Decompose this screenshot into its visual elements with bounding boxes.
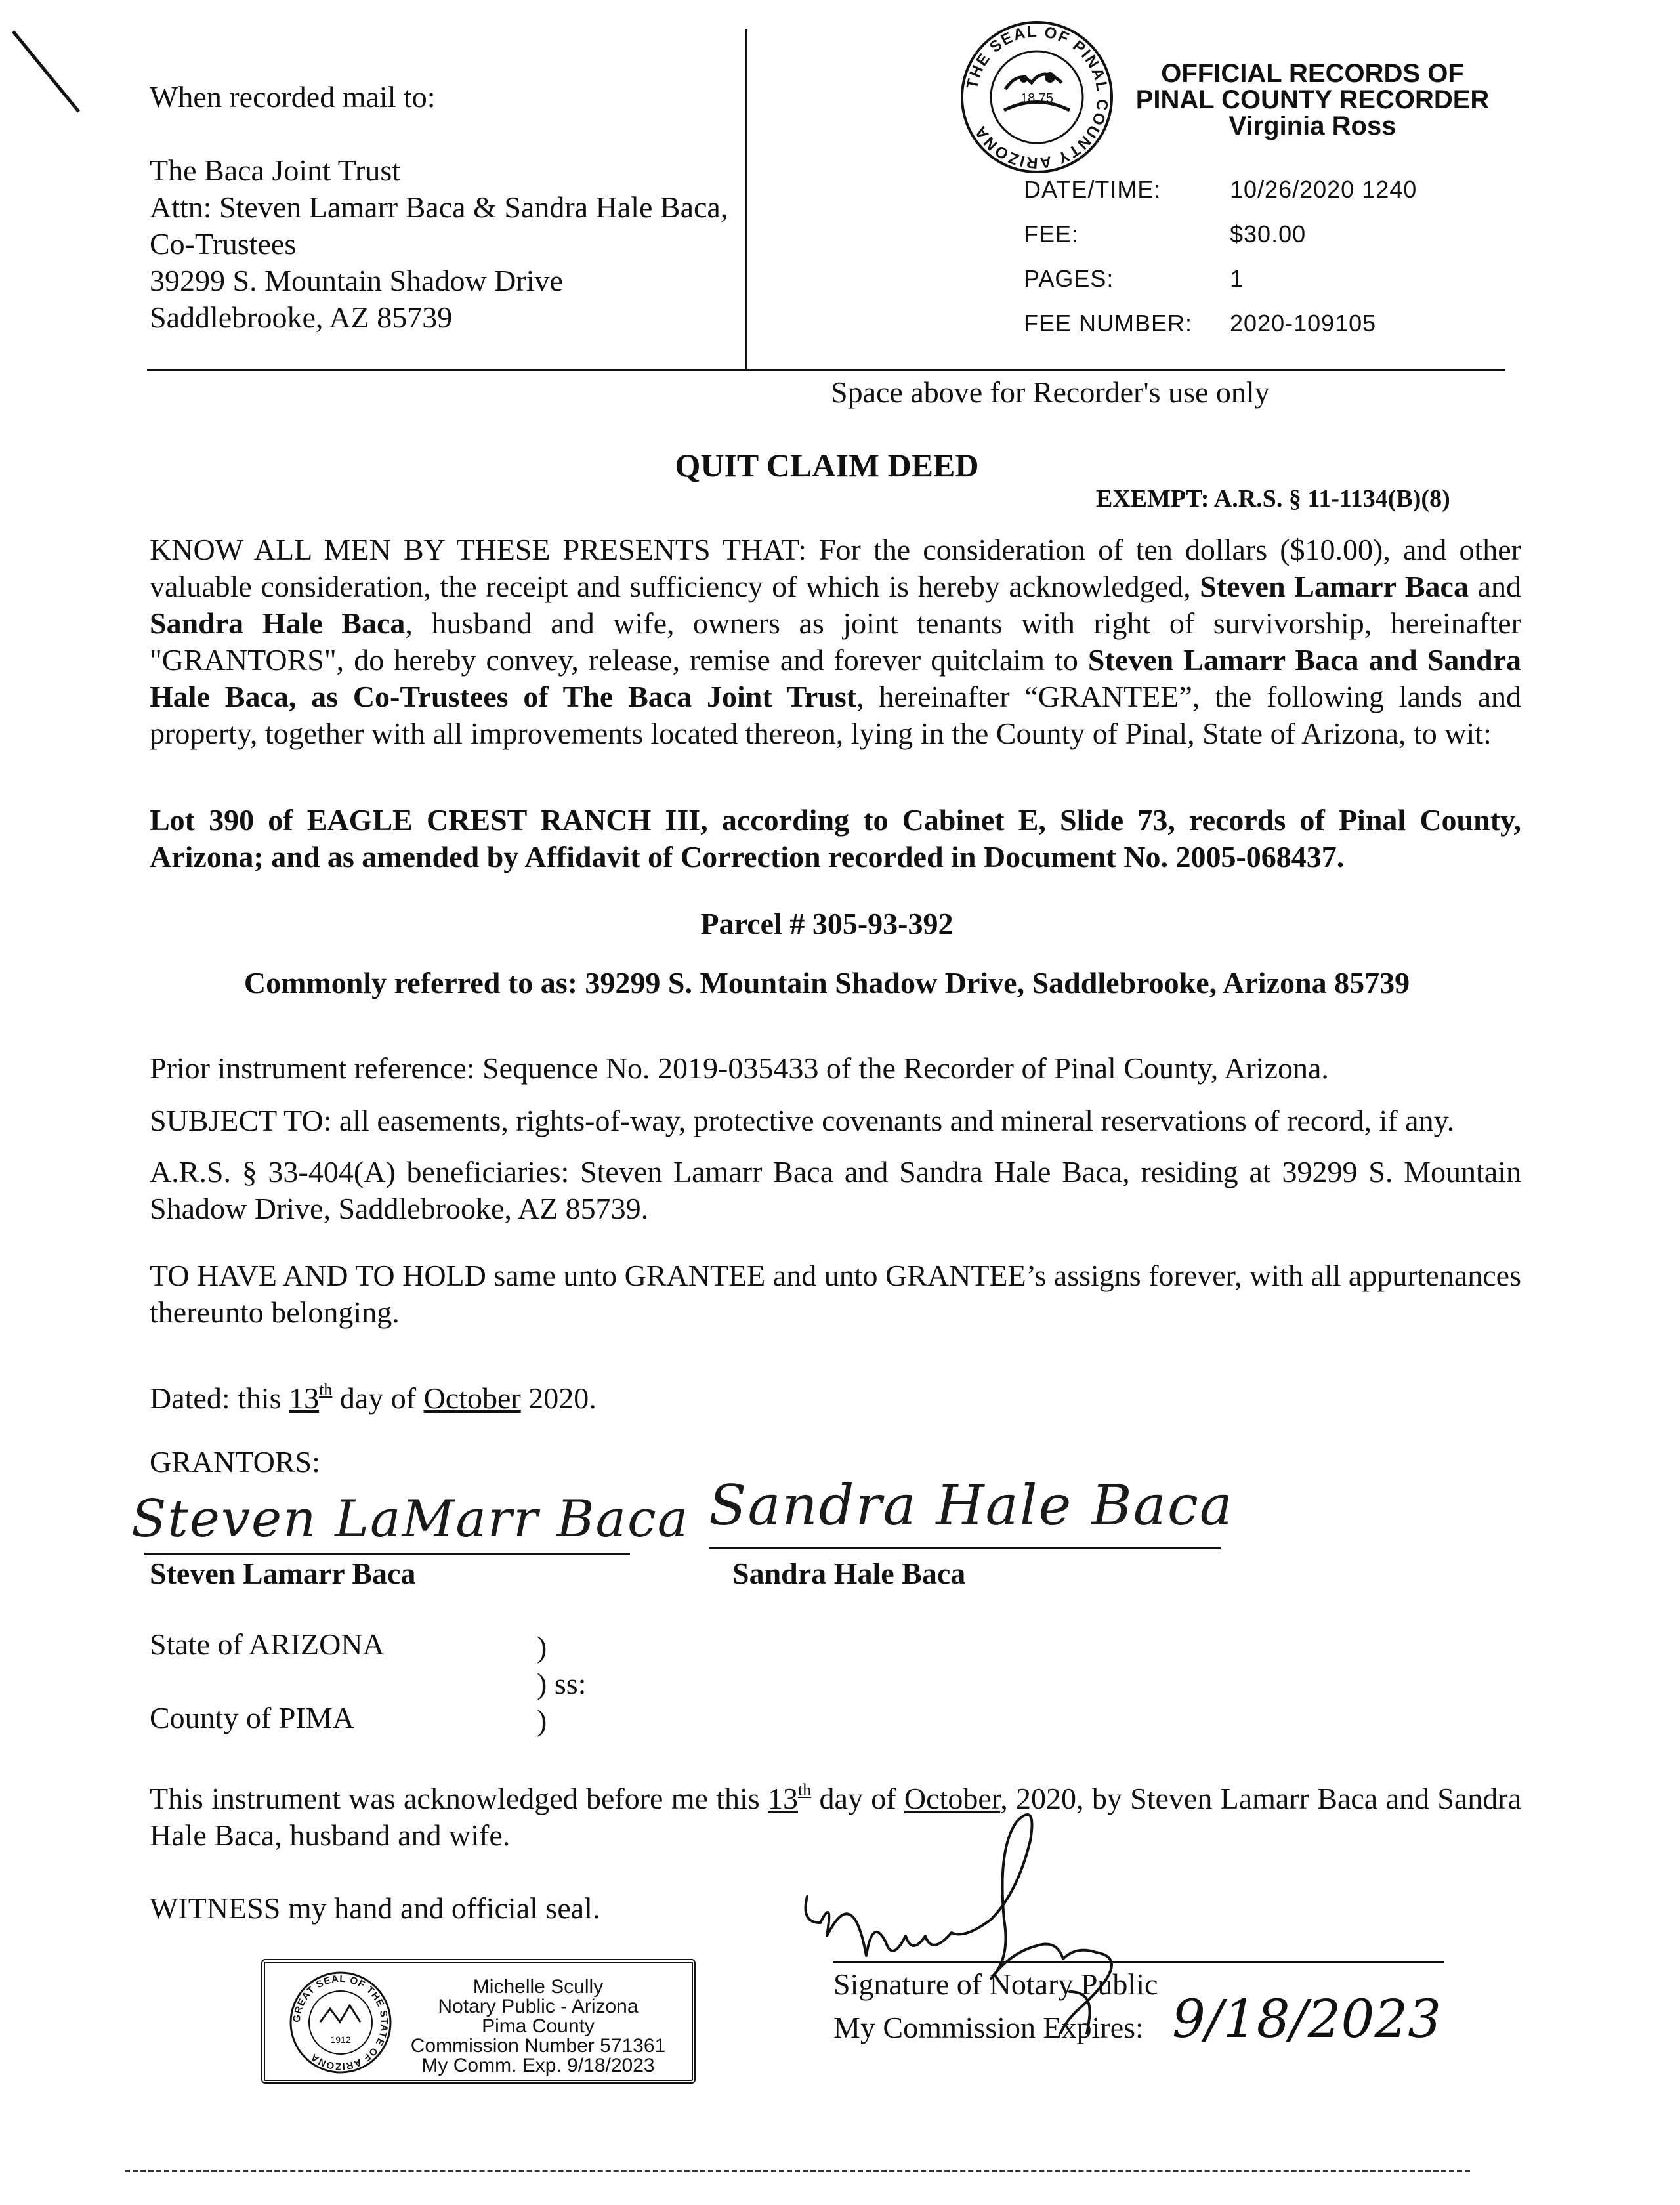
mail-line: Saddlebrooke, AZ 85739	[150, 301, 453, 334]
commission-expires-date: 9/18/2023	[1172, 1988, 1442, 2049]
recorder-field-label: DATE/TIME:	[1024, 176, 1162, 203]
witness-line: WITNESS my hand and official seal.	[150, 1891, 600, 1925]
svg-text:1912: 1912	[330, 2034, 351, 2045]
mail-line: The Baca Joint Trust	[150, 154, 401, 187]
notary-county: Pima County	[482, 2015, 595, 2037]
ack-text: , 2020, by Steven Lamarr Baca and Sandra Hale Baca, husband and wife.	[150, 1782, 1521, 1852]
recorder-title-line1: OFFICIAL RECORDS OF	[1161, 59, 1464, 88]
svg-text:18 75: 18 75	[1020, 91, 1054, 106]
conveyance-text: , husband and wife, owners as joint tenants with right of survivorship, hereinafter "GRANTORS", do hereby convey, release, remise and forever quitclaim to	[150, 606, 1521, 677]
svg-text:THE SEAL OF PINAL COUNTY ARIZO: THE SEAL OF PINAL COUNTY ARIZONA	[963, 22, 1112, 172]
notary-signature-line	[833, 1961, 1444, 1963]
header-bottom-rule	[147, 369, 1505, 371]
conveyance-paragraph	[150, 532, 1521, 752]
recorder-field-value: 2020-109105	[1230, 310, 1377, 337]
arizona-state-seal	[287, 1969, 394, 2076]
ack-text: day of	[811, 1782, 904, 1815]
mail-line: Attn: Steven Lamarr Baca & Sandra Hale Baca,	[150, 190, 728, 224]
footer-dashed-rule	[125, 2170, 1470, 2172]
recorder-field-label: FEE:	[1024, 220, 1080, 247]
grantor2-signature: Sandra Hale Baca	[709, 1473, 1234, 1538]
prior-instrument: Prior instrument reference: Sequence No. 2019-035433 of the Recorder of Pinal County, Arizona.	[150, 1051, 1329, 1085]
recorder-field-row	[1024, 176, 1483, 220]
venue-county: County of PIMA	[150, 1701, 354, 1734]
venue-state: State of ARIZONA	[150, 1628, 385, 1661]
beneficiaries: A.R.S. § 33-404(A) beneficiaries: Steven Lamarr Baca and Sandra Hale Baca, residing at 39299 S. Mountain Shadow Drive, Saddlebrooke, AZ 85739.	[150, 1155, 1521, 1225]
commission-expires-label: My Commission Expires:	[833, 2011, 1144, 2044]
conveyance-text: and	[1468, 570, 1522, 603]
recorder-space-note: Space above for Recorder's use only	[831, 375, 1270, 409]
conveyance-text: KNOW ALL MEN BY THESE PRESENTS THAT: For the consideration of ten dollars ($10.00), and other valuable consideration, the receipt and sufficiency of which is hereby acknowledged,	[150, 533, 1521, 603]
grantee-name: Steven Lamarr Baca and Sandra Hale Baca, as Co-Trustees of The Baca Joint Trust	[150, 643, 1521, 713]
recorder-field-label: FEE NUMBER:	[1024, 310, 1193, 337]
corner-pen-mark	[7, 26, 85, 118]
grantor1-printed-name: Steven Lamarr Baca	[150, 1557, 416, 1590]
venue-bracket: )	[537, 1704, 547, 1737]
mail-line: 39299 S. Mountain Shadow Drive	[150, 264, 563, 297]
mail-line: Co-Trustees	[150, 227, 297, 261]
venue-brackets	[537, 1629, 586, 1739]
recorder-title-line2: PINAL COUNTY RECORDER	[1135, 85, 1490, 114]
header-vertical-divider	[746, 29, 747, 370]
recorder-field-label: PAGES:	[1024, 265, 1114, 292]
dated-line	[150, 1372, 597, 1417]
ack-month: October	[904, 1782, 1001, 1815]
dated-text: Dated: this	[150, 1381, 289, 1415]
ack-day-suffix: th	[798, 1780, 812, 1799]
notary-signature-label: Signature of Notary Public	[833, 1967, 1158, 2001]
dated-month: October	[423, 1381, 521, 1415]
conveyance-text: , hereinafter “GRANTEE”, the following lands and property, together with all improvements located thereon, lying in the County of Pinal, State of Arizona, to wit:	[150, 680, 1521, 750]
dated-text: day of	[332, 1381, 424, 1415]
grantor-name: Sandra Hale Baca	[150, 606, 406, 640]
grantor2-printed-name: Sandra Hale Baca	[732, 1557, 966, 1590]
notary-stamp-text	[394, 1977, 682, 2076]
deed-title: QUIT CLAIM DEED	[675, 447, 979, 484]
recorder-field-value: 10/26/2020 1240	[1230, 176, 1418, 203]
grantor1-signature: Steven LaMarr Baca	[131, 1490, 690, 1549]
dated-year: 2020.	[520, 1381, 597, 1415]
grantor-name: Steven Lamarr Baca	[1200, 570, 1469, 603]
notary-commission-number: Commission Number 571361	[410, 2035, 666, 2057]
habendum: TO HAVE AND TO HOLD same unto GRANTEE and unto GRANTEE’s assigns forever, with all appurtenances thereunto belonging.	[150, 1259, 1521, 1329]
recorder-field-row	[1024, 220, 1483, 265]
dated-day-suffix: th	[319, 1380, 333, 1399]
notary-name: Michelle Scully	[472, 1976, 604, 1998]
recorder-field-value: $30.00	[1230, 220, 1307, 247]
recorder-office-title	[1109, 60, 1516, 139]
subject-to: SUBJECT TO: all easements, rights-of-way, protective covenants and mineral reservations of record, if any.	[150, 1104, 1455, 1137]
ack-text: This instrument was acknowledged before me this	[150, 1782, 768, 1815]
pinal-county-seal	[958, 18, 1116, 176]
mail-to-heading: When recorded mail to:	[150, 80, 436, 114]
venue-ss: ) ss:	[537, 1667, 587, 1700]
legal-description: Lot 390 of EAGLE CREST RANCH III, according to Cabinet E, Slide 73, records of Pinal County, Arizona; and as amended by Affidavit of Correction recorded in Document No. 2005-068437.	[150, 803, 1521, 873]
recorder-field-row	[1024, 310, 1483, 354]
notary-commission-expiration: My Comm. Exp. 9/18/2023	[421, 2055, 655, 2076]
dated-day: 13	[289, 1381, 320, 1415]
common-address: Commonly referred to as: 39299 S. Mountain Shadow Drive, Saddlebrooke, Arizona 85739	[243, 966, 1410, 999]
exempt-statement: EXEMPT: A.R.S. § 11-1134(B)(8)	[1096, 485, 1450, 513]
parcel-number: Parcel # 305-93-392	[700, 907, 954, 940]
venue-bracket: )	[537, 1630, 547, 1664]
recorder-field-row	[1024, 265, 1483, 310]
grantor1-signature-line	[144, 1553, 630, 1555]
notary-stamp	[261, 1959, 696, 2084]
recorder-fields	[1024, 176, 1483, 354]
grantor2-signature-line	[709, 1547, 1221, 1549]
recorder-name: Virginia Ross	[1228, 112, 1396, 140]
grantors-label: GRANTORS:	[150, 1445, 320, 1479]
ack-day: 13	[768, 1782, 799, 1815]
notary-title: Notary Public - Arizona	[438, 1996, 639, 2017]
mail-to-address	[150, 152, 728, 336]
svg-text:GREAT SEAL OF THE STATE OF ARI: GREAT SEAL OF THE STATE OF ARIZONA	[291, 1973, 390, 2072]
recorder-field-value: 1	[1230, 265, 1244, 292]
